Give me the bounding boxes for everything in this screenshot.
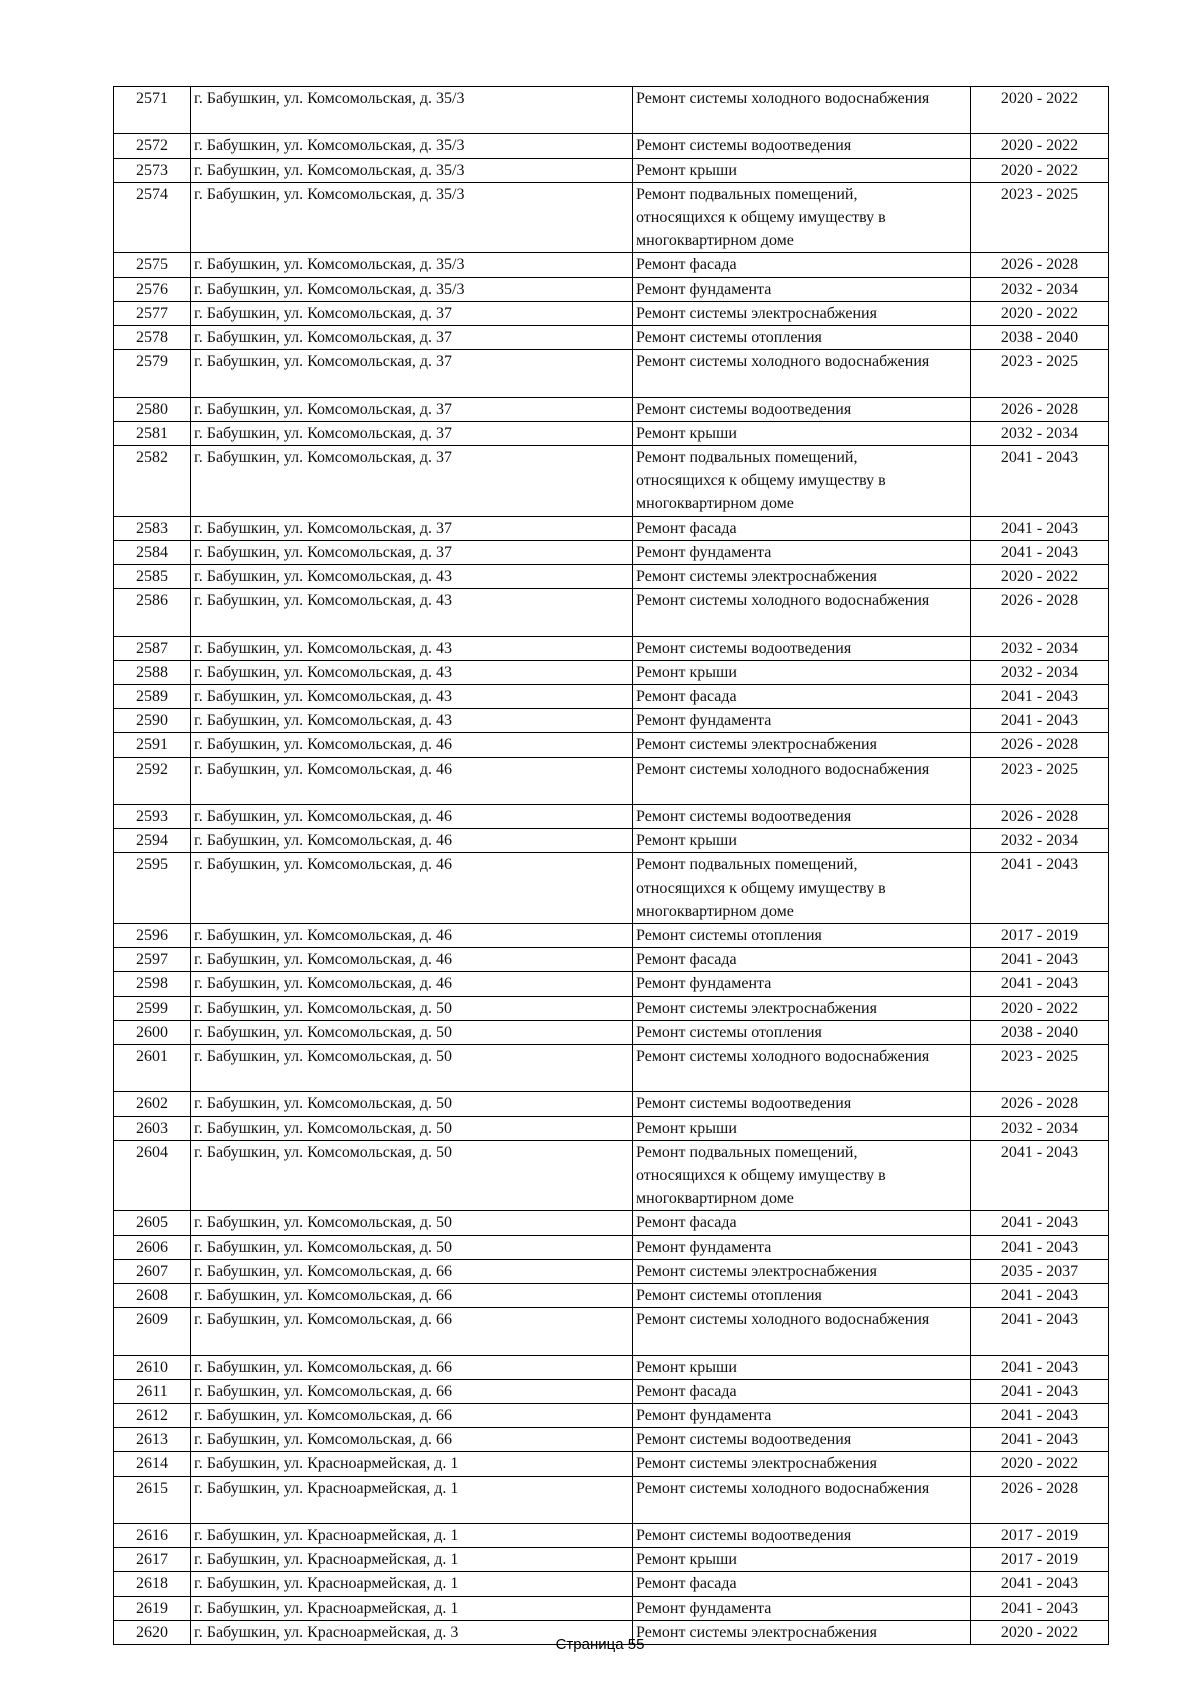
table-row [114,660,1109,684]
work-type-cell: Ремонт фундамента [633,1235,971,1259]
period-cell: 2041 - 2043 [971,1140,1109,1211]
row-number: 2618 [114,1572,191,1596]
row-number: 2619 [114,1596,191,1620]
table-row [114,1524,1109,1548]
table-row [114,733,1109,757]
work-type-cell: Ремонт крыши [633,829,971,853]
work-type-cell: Ремонт крыши [633,1548,971,1572]
address-cell: г. Бабушкин, ул. Комсомольская, д. 43 [191,636,633,660]
address-cell: г. Бабушкин, ул. Комсомольская, д. 35/3 [191,253,633,277]
row-number: 2581 [114,421,191,445]
table-row [114,565,1109,589]
address-cell: г. Бабушкин, ул. Красноармейская, д. 3 [191,1620,633,1644]
table-row [114,277,1109,301]
address-cell: г. Бабушкин, ул. Комсомольская, д. 50 [191,1140,633,1211]
period-cell: 2020 - 2022 [971,996,1109,1020]
work-type-cell: Ремонт фундамента [633,540,971,564]
row-number: 2592 [114,757,191,804]
table-row [114,1211,1109,1235]
row-number: 2593 [114,805,191,829]
row-number: 2614 [114,1452,191,1476]
work-type-cell: Ремонт крыши [633,1355,971,1379]
period-cell: 2023 - 2025 [971,182,1109,253]
period-cell: 2023 - 2025 [971,757,1109,804]
work-type-cell: Ремонт фундамента [633,972,971,996]
table-row [114,685,1109,709]
period-cell: 2020 - 2022 [971,158,1109,182]
work-type-cell: Ремонт фундамента [633,1596,971,1620]
address-cell: г. Бабушкин, ул. Комсомольская, д. 66 [191,1308,633,1355]
table-row [114,1404,1109,1428]
page-number: Страница 55 [555,1636,645,1653]
period-cell: 2026 - 2028 [971,589,1109,636]
row-number: 2594 [114,829,191,853]
address-cell: г. Бабушкин, ул. Комсомольская, д. 37 [191,516,633,540]
row-number: 2589 [114,685,191,709]
period-cell: 2023 - 2025 [971,1045,1109,1092]
work-type-cell: Ремонт фасада [633,516,971,540]
table-row [114,948,1109,972]
address-cell: г. Бабушкин, ул. Комсомольская, д. 43 [191,685,633,709]
table-row [114,350,1109,397]
row-number: 2591 [114,733,191,757]
address-cell: г. Бабушкин, ул. Комсомольская, д. 43 [191,565,633,589]
table-row [114,1092,1109,1116]
row-number: 2575 [114,253,191,277]
work-type-cell: Ремонт системы холодного водоснабжения [633,1308,971,1355]
period-cell: 2041 - 2043 [971,853,1109,924]
table-row [114,757,1109,804]
period-cell: 2041 - 2043 [971,540,1109,564]
work-type-cell: Ремонт крыши [633,158,971,182]
row-number: 2583 [114,516,191,540]
work-type-cell: Ремонт системы отопления [633,1284,971,1308]
work-type-cell: Ремонт системы электроснабжения [633,301,971,325]
table-row [114,1140,1109,1211]
work-type-cell: Ремонт подвальных помещений, относящихся к общему имуществу в многоквартирном доме [633,1140,971,1211]
row-number: 2597 [114,948,191,972]
period-cell: 2041 - 2043 [971,1235,1109,1259]
work-type-cell: Ремонт системы электроснабжения [633,1259,971,1283]
table-row [114,1116,1109,1140]
table-row [114,1259,1109,1283]
row-number: 2605 [114,1211,191,1235]
work-type-cell: Ремонт системы отопления [633,1020,971,1044]
row-number: 2582 [114,446,191,517]
address-cell: г. Бабушкин, ул. Комсомольская, д. 66 [191,1428,633,1452]
address-cell: г. Бабушкин, ул. Комсомольская, д. 66 [191,1259,633,1283]
table-row [114,1355,1109,1379]
row-number: 2574 [114,182,191,253]
table-row [114,158,1109,182]
period-cell: 2020 - 2022 [971,301,1109,325]
period-cell: 2041 - 2043 [971,1211,1109,1235]
address-cell: г. Бабушкин, ул. Комсомольская, д. 66 [191,1284,633,1308]
table-row [114,326,1109,350]
work-type-cell: Ремонт подвальных помещений, относящихся к общему имуществу в многоквартирном доме [633,446,971,517]
row-number: 2576 [114,277,191,301]
work-type-cell: Ремонт системы электроснабжения [633,1620,971,1644]
row-number: 2620 [114,1620,191,1644]
table-row [114,972,1109,996]
work-type-cell: Ремонт системы электроснабжения [633,996,971,1020]
work-type-cell: Ремонт системы водоотведения [633,134,971,158]
work-type-cell: Ремонт крыши [633,1116,971,1140]
address-cell: г. Бабушкин, ул. Комсомольская, д. 50 [191,1045,633,1092]
row-number: 2611 [114,1379,191,1403]
work-type-cell: Ремонт системы холодного водоснабжения [633,87,971,134]
row-number: 2602 [114,1092,191,1116]
row-number: 2590 [114,709,191,733]
work-type-cell: Ремонт подвальных помещений, относящихся к общему имуществу в многоквартирном доме [633,182,971,253]
row-number: 2587 [114,636,191,660]
table-row [114,1428,1109,1452]
period-cell: 2032 - 2034 [971,421,1109,445]
period-cell: 2032 - 2034 [971,1116,1109,1140]
work-type-cell: Ремонт системы водоотведения [633,1092,971,1116]
table-row [114,516,1109,540]
address-cell: г. Бабушкин, ул. Комсомольская, д. 66 [191,1379,633,1403]
address-cell: г. Бабушкин, ул. Комсомольская, д. 50 [191,1092,633,1116]
period-cell: 2017 - 2019 [971,1524,1109,1548]
row-number: 2600 [114,1020,191,1044]
address-cell: г. Бабушкин, ул. Комсомольская, д. 37 [191,397,633,421]
work-type-cell: Ремонт системы отопления [633,924,971,948]
row-number: 2585 [114,565,191,589]
table-row [114,1548,1109,1572]
address-cell: г. Бабушкин, ул. Красноармейская, д. 1 [191,1596,633,1620]
table-row [114,709,1109,733]
row-number: 2586 [114,589,191,636]
period-cell: 2041 - 2043 [971,972,1109,996]
period-cell: 2023 - 2025 [971,350,1109,397]
work-type-cell: Ремонт фундамента [633,277,971,301]
work-type-cell: Ремонт фундамента [633,1404,971,1428]
period-cell: 2041 - 2043 [971,446,1109,517]
address-cell: г. Бабушкин, ул. Комсомольская, д. 50 [191,996,633,1020]
work-type-cell: Ремонт системы холодного водоснабжения [633,1045,971,1092]
table-body [114,87,1109,1645]
row-number: 2616 [114,1524,191,1548]
address-cell: г. Бабушкин, ул. Комсомольская, д. 35/3 [191,277,633,301]
work-type-cell: Ремонт системы отопления [633,326,971,350]
address-cell: г. Бабушкин, ул. Комсомольская, д. 50 [191,1235,633,1259]
address-cell: г. Бабушкин, ул. Комсомольская, д. 66 [191,1404,633,1428]
work-type-cell: Ремонт крыши [633,421,971,445]
table-row [114,1476,1109,1523]
address-cell: г. Бабушкин, ул. Комсомольская, д. 46 [191,733,633,757]
work-type-cell: Ремонт фасада [633,253,971,277]
table-row [114,1045,1109,1092]
row-number: 2572 [114,134,191,158]
work-type-cell: Ремонт системы холодного водоснабжения [633,350,971,397]
table-row [114,1572,1109,1596]
address-cell: г. Бабушкин, ул. Комсомольская, д. 46 [191,757,633,804]
table-row [114,829,1109,853]
period-cell: 2026 - 2028 [971,805,1109,829]
row-number: 2601 [114,1045,191,1092]
period-cell: 2026 - 2028 [971,397,1109,421]
period-cell: 2041 - 2043 [971,1596,1109,1620]
address-cell: г. Бабушкин, ул. Комсомольская, д. 46 [191,829,633,853]
table-row [114,1379,1109,1403]
address-cell: г. Бабушкин, ул. Комсомольская, д. 37 [191,446,633,517]
work-type-cell: Ремонт фундамента [633,709,971,733]
period-cell: 2026 - 2028 [971,253,1109,277]
work-type-cell: Ремонт системы водоотведения [633,636,971,660]
period-cell: 2038 - 2040 [971,1020,1109,1044]
table-row [114,1235,1109,1259]
row-number: 2615 [114,1476,191,1523]
table-row [114,1452,1109,1476]
table-row [114,636,1109,660]
period-cell: 2020 - 2022 [971,565,1109,589]
period-cell: 2041 - 2043 [971,1428,1109,1452]
work-type-cell: Ремонт системы водоотведения [633,397,971,421]
period-cell: 2026 - 2028 [971,733,1109,757]
period-cell: 2041 - 2043 [971,709,1109,733]
period-cell: 2020 - 2022 [971,1620,1109,1644]
address-cell: г. Бабушкин, ул. Комсомольская, д. 37 [191,540,633,564]
table-row [114,1020,1109,1044]
table-row [114,853,1109,924]
period-cell: 2020 - 2022 [971,87,1109,134]
row-number: 2596 [114,924,191,948]
address-cell: г. Бабушкин, ул. Комсомольская, д. 50 [191,1020,633,1044]
address-cell: г. Бабушкин, ул. Комсомольская, д. 46 [191,948,633,972]
row-number: 2606 [114,1235,191,1259]
period-cell: 2041 - 2043 [971,948,1109,972]
table-row [114,1308,1109,1355]
table-row [114,421,1109,445]
address-cell: г. Бабушкин, ул. Комсомольская, д. 35/3 [191,158,633,182]
address-cell: г. Бабушкин, ул. Комсомольская, д. 66 [191,1355,633,1379]
address-cell: г. Бабушкин, ул. Комсомольская, д. 37 [191,421,633,445]
work-type-cell: Ремонт системы электроснабжения [633,733,971,757]
row-number: 2579 [114,350,191,397]
address-cell: г. Бабушкин, ул. Красноармейская, д. 1 [191,1548,633,1572]
period-cell: 2041 - 2043 [971,1284,1109,1308]
row-number: 2584 [114,540,191,564]
period-cell: 2038 - 2040 [971,326,1109,350]
address-cell: г. Бабушкин, ул. Красноармейская, д. 1 [191,1524,633,1548]
row-number: 2604 [114,1140,191,1211]
table-row [114,446,1109,517]
row-number: 2607 [114,1259,191,1283]
period-cell: 2041 - 2043 [971,1404,1109,1428]
work-type-cell: Ремонт фасада [633,1211,971,1235]
row-number: 2580 [114,397,191,421]
period-cell: 2026 - 2028 [971,1476,1109,1523]
table-row [114,924,1109,948]
period-cell: 2020 - 2022 [971,134,1109,158]
period-cell: 2041 - 2043 [971,1572,1109,1596]
period-cell: 2041 - 2043 [971,1355,1109,1379]
work-type-cell: Ремонт фасада [633,1379,971,1403]
period-cell: 2041 - 2043 [971,1308,1109,1355]
address-cell: г. Бабушкин, ул. Комсомольская, д. 37 [191,301,633,325]
work-type-cell: Ремонт системы холодного водоснабжения [633,1476,971,1523]
table-row [114,397,1109,421]
address-cell: г. Бабушкин, ул. Комсомольская, д. 46 [191,805,633,829]
address-cell: г. Бабушкин, ул. Красноармейская, д. 1 [191,1572,633,1596]
period-cell: 2032 - 2034 [971,829,1109,853]
period-cell: 2026 - 2028 [971,1092,1109,1116]
address-cell: г. Бабушкин, ул. Комсомольская, д. 46 [191,972,633,996]
table-row [114,1284,1109,1308]
work-type-cell: Ремонт системы водоотведения [633,1428,971,1452]
table-row [114,996,1109,1020]
table-row [114,301,1109,325]
period-cell: 2017 - 2019 [971,1548,1109,1572]
row-number: 2578 [114,326,191,350]
period-cell: 2032 - 2034 [971,277,1109,301]
address-cell: г. Бабушкин, ул. Комсомольская, д. 50 [191,1211,633,1235]
address-cell: г. Бабушкин, ул. Комсомольская, д. 43 [191,660,633,684]
row-number: 2588 [114,660,191,684]
row-number: 2595 [114,853,191,924]
address-cell: г. Бабушкин, ул. Комсомольская, д. 35/3 [191,182,633,253]
row-number: 2571 [114,87,191,134]
address-cell: г. Бабушкин, ул. Комсомольская, д. 43 [191,589,633,636]
row-number: 2609 [114,1308,191,1355]
row-number: 2617 [114,1548,191,1572]
address-cell: г. Бабушкин, ул. Комсомольская, д. 50 [191,1116,633,1140]
row-number: 2608 [114,1284,191,1308]
row-number: 2577 [114,301,191,325]
work-type-cell: Ремонт системы холодного водоснабжения [633,757,971,804]
address-cell: г. Бабушкин, ул. Комсомольская, д. 37 [191,326,633,350]
row-number: 2603 [114,1116,191,1140]
table-row [114,182,1109,253]
row-number: 2612 [114,1404,191,1428]
work-type-cell: Ремонт системы электроснабжения [633,565,971,589]
work-type-cell: Ремонт подвальных помещений, относящихся к общему имуществу в многоквартирном доме [633,853,971,924]
address-cell: г. Бабушкин, ул. Комсомольская, д. 35/3 [191,134,633,158]
period-cell: 2017 - 2019 [971,924,1109,948]
period-cell: 2032 - 2034 [971,660,1109,684]
period-cell: 2041 - 2043 [971,516,1109,540]
work-type-cell: Ремонт крыши [633,660,971,684]
address-cell: г. Бабушкин, ул. Комсомольская, д. 37 [191,350,633,397]
row-number: 2613 [114,1428,191,1452]
row-number: 2598 [114,972,191,996]
work-type-cell: Ремонт системы электроснабжения [633,1452,971,1476]
table-row [114,134,1109,158]
work-type-cell: Ремонт системы водоотведения [633,805,971,829]
table-row [114,87,1109,134]
address-cell: г. Бабушкин, ул. Красноармейская, д. 1 [191,1476,633,1523]
period-cell: 2035 - 2037 [971,1259,1109,1283]
address-cell: г. Бабушкин, ул. Красноармейская, д. 1 [191,1452,633,1476]
table-row [114,805,1109,829]
address-cell: г. Бабушкин, ул. Комсомольская, д. 35/3 [191,87,633,134]
work-type-cell: Ремонт фасада [633,948,971,972]
row-number: 2573 [114,158,191,182]
table-row [114,589,1109,636]
row-number: 2610 [114,1355,191,1379]
table-row [114,540,1109,564]
period-cell: 2041 - 2043 [971,1379,1109,1403]
work-type-cell: Ремонт системы водоотведения [633,1524,971,1548]
address-cell: г. Бабушкин, ул. Комсомольская, д. 46 [191,853,633,924]
table-row [114,1596,1109,1620]
period-cell: 2020 - 2022 [971,1452,1109,1476]
address-cell: г. Бабушкин, ул. Комсомольская, д. 43 [191,709,633,733]
period-cell: 2032 - 2034 [971,636,1109,660]
period-cell: 2041 - 2043 [971,685,1109,709]
address-cell: г. Бабушкин, ул. Комсомольская, д. 46 [191,924,633,948]
work-type-cell: Ремонт фасада [633,685,971,709]
table-row [114,253,1109,277]
repair-schedule-table [113,86,1109,1645]
work-type-cell: Ремонт системы холодного водоснабжения [633,589,971,636]
row-number: 2599 [114,996,191,1020]
work-type-cell: Ремонт фасада [633,1572,971,1596]
